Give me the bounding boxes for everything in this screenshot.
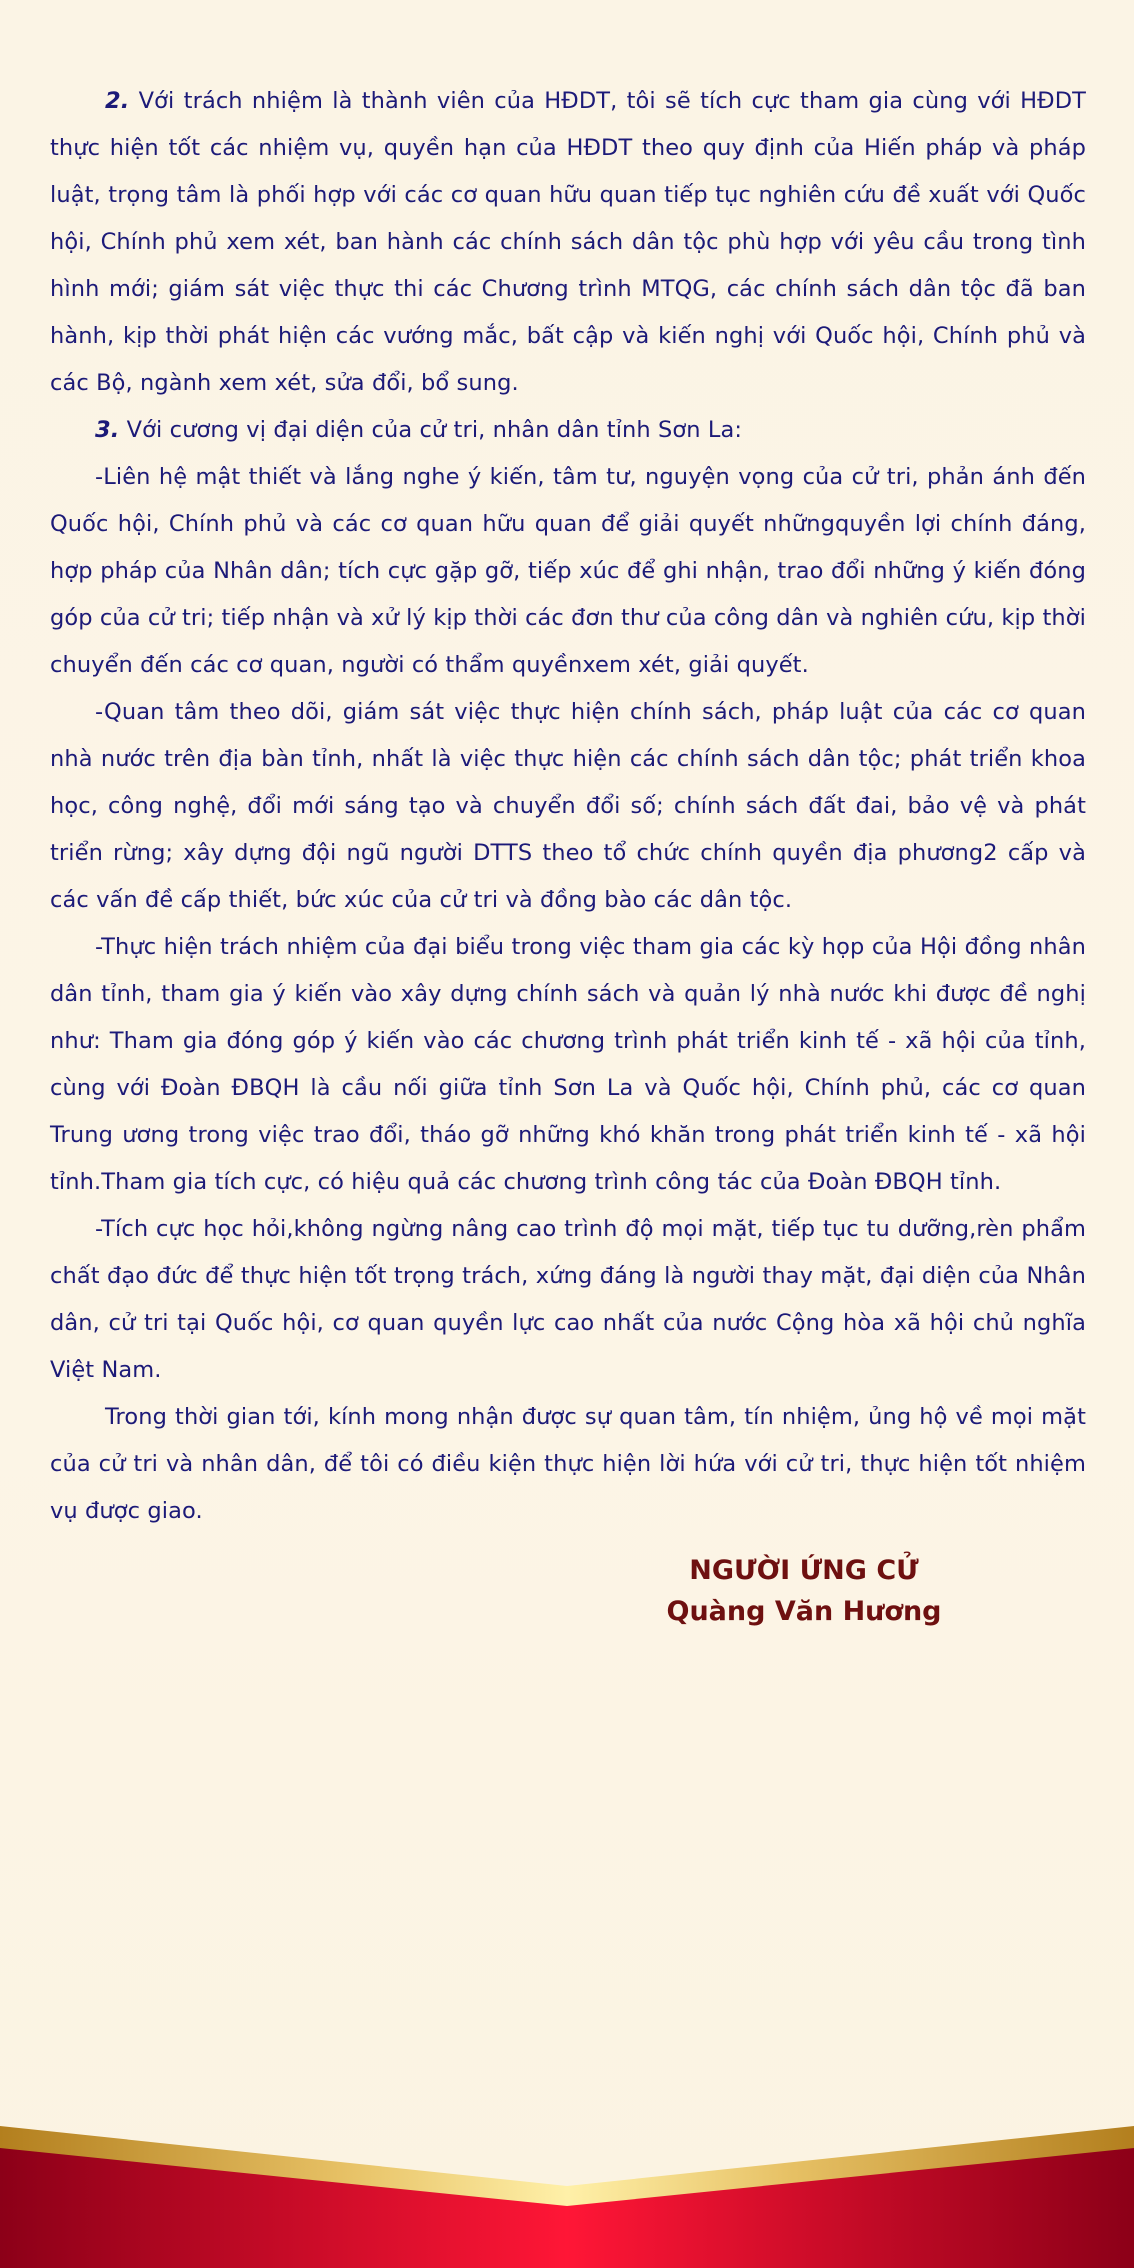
paragraph-2 <box>50 78 1086 407</box>
red-band <box>0 2148 1134 2268</box>
paragraph-text: Trong thời gian tới, kính mong nhận được sự quan tâm, tín nhiệm, ủng hộ về mọi mặt của cử tri và nhân dân, để tôi có điều kiện thực hiện lời hứa với cử tri, thực hiện tốt nhiệm vụ được giao. <box>50 1404 1086 1524</box>
document-body <box>50 78 1086 1535</box>
paragraph-text: -Tích cực học hỏi,không ngừng nâng cao trình độ mọi mặt, tiếp tục tu dưỡng,rèn phẩm chất đạo đức để thực hiện tốt trọng trách, xứng đáng là người thay mặt, đại diện của Nhân dân, cử tri tại Quốc hội, cơ quan quyền lực cao nhất của nước Cộng hòa xã hội chủ nghĩa Việt Nam. <box>50 1216 1086 1383</box>
bullet-item <box>50 689 1086 924</box>
paragraph-text: Với cương vị đại diện của cử tri, nhân dân tỉnh Sơn La: <box>119 417 743 443</box>
paragraph-text: -Liên hệ mật thiết và lắng nghe ý kiến, tâm tư, nguyện vọng của cử tri, phản ánh đến Quốc hội, Chính phủ và các cơ quan hữu quan để giải quyết nhữngquyền lợi chính đáng, hợp pháp của Nhân dân; tích cực gặp gỡ, tiếp xúc để ghi nhận, trao đổi những ý kiến đóng góp của cử tri; tiếp nhận và xử lý kịp thời các đơn thư của công dân và nghiên cứu, kịp thời chuyển đến các cơ quan, người có thẩm quyềnxem xét, giải quyết. <box>50 464 1086 678</box>
closing-paragraph <box>50 1394 1086 1535</box>
signature-name: Quàng Văn Hương <box>666 1596 942 1627</box>
paragraph-text: -Quan tâm theo dõi, giám sát việc thực hiện chính sách, pháp luật của các cơ quan nhà nước trên địa bàn tỉnh, nhất là việc thực hiện các chính sách dân tộc; phát triển khoa học, công nghệ, đổi mới sáng tạo và chuyển đổi số; chính sách đất đai, bảo vệ và phát triển rừng; xây dựng đội ngũ người DTTS theo tổ chức chính quyền địa phương2 cấp và các vấn đề cấp thiết, bức xúc của cử tri và đồng bào các dân tộc. <box>50 699 1086 913</box>
bullet-item <box>50 1206 1086 1394</box>
bullet-item <box>50 454 1086 689</box>
footer-ribbon <box>0 2110 1134 2268</box>
signature-title: NGƯỜI ỨNG CỬ <box>689 1555 919 1586</box>
paragraph-number: 3. <box>95 417 120 443</box>
bullet-item <box>50 924 1086 1206</box>
paragraph-text: Với trách nhiệm là thành viên của HĐDT, tôi sẽ tích cực tham gia cùng với HĐDT thực hiện tốt các nhiệm vụ, quyền hạn của HĐDT theo quy định của Hiến pháp và pháp luật, trọng tâm là phối hợp với các cơ quan hữu quan tiếp tục nghiên cứu đề xuất với Quốc hội, Chính phủ xem xét, ban hành các chính sách dân tộc phù hợp với yêu cầu trong tình hình mới; giám sát việc thực thi các Chương trình MTQG, các chính sách dân tộc đã ban hành, kịp thời phát hiện các vướng mắc, bất cập và kiến nghị với Quốc hội, Chính phủ và các Bộ, ngành xem xét, sửa đổi, bổ sung. <box>50 88 1086 396</box>
paragraph-3 <box>50 407 1086 454</box>
paragraph-text: -Thực hiện trách nhiệm của đại biểu trong việc tham gia các kỳ họp của Hội đồng nhân dân tỉnh, tham gia ý kiến vào xây dựng chính sách và quản lý nhà nước khi được đề nghị như: Tham gia đóng góp ý kiến vào các chương trình phát triển kinh tế - xã hội của tỉnh, cùng với Đoàn ĐBQH là cầu nối giữa tỉnh Sơn La và Quốc hội, Chính phủ, các cơ quan Trung ương trong việc trao đổi, tháo gỡ những khó khăn trong phát triển kinh tế - xã hội tỉnh.Tham gia tích cực, có hiệu quả các chương trình công tác của Đoàn ĐBQH tỉnh. <box>50 934 1086 1195</box>
paragraph-number: 2. <box>105 88 130 114</box>
